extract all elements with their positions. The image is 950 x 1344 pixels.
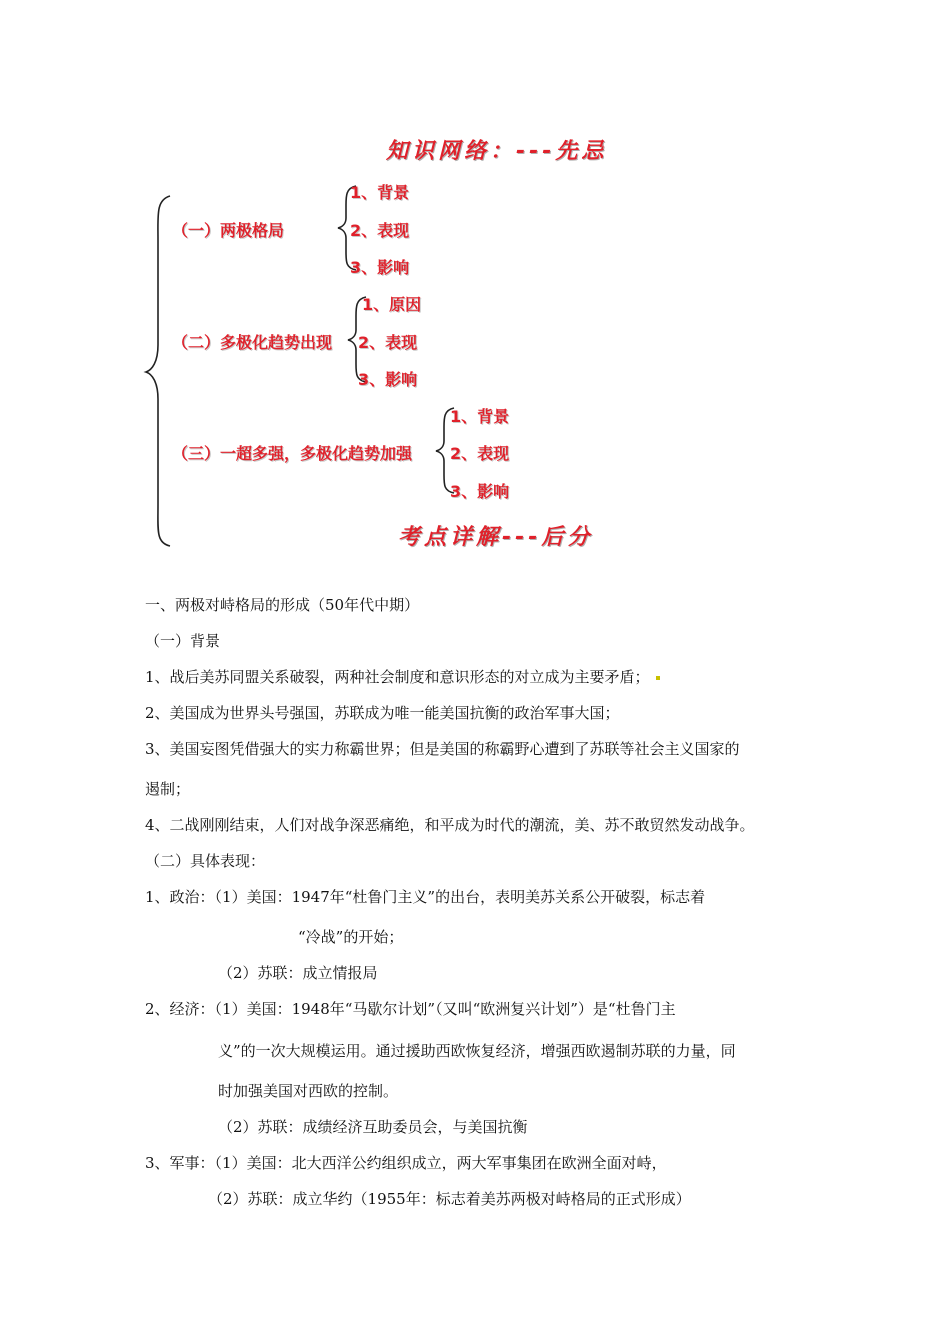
group1-label: （一）两极格局 [172,221,285,240]
exam-details-title: 考点详解---后分 [398,525,594,550]
group2-item: 3、影响 [358,370,418,389]
group3-label: （三）一超多强，多极化趋势加强 [172,444,413,463]
politics-line-cont: “冷战”的开始； [298,928,404,946]
knowledge-network-title: 知识网络：---先忌 [386,139,608,164]
subheading-background: （一）背景 [145,632,221,650]
mindmap-braces [0,0,950,600]
background-point [145,666,660,687]
background-point-text: 1、战后美苏同盟关系破裂，两种社会制度和意识形态的对立成为主要矛盾； [145,668,650,686]
highlight-mark [656,676,660,680]
politics-ussr: （2）苏联：成立情报局 [218,964,378,982]
background-point: 4、二战刚刚结束，人们对战争深恶痛绝，和平成为时代的潮流，美、苏不敢贸然发动战争。 [145,816,755,834]
group2-item: 2、表现 [358,333,418,352]
group3-item: 2、表现 [450,444,510,463]
politics-line: 1、政治：（1）美国：1947年“杜鲁门主义”的出台，表明美苏关系公开破裂，标志着 [145,888,706,906]
group3-item: 3、影响 [450,482,510,501]
subheading-manifestation: （二）具体表现： [145,852,266,870]
group1-item: 3、影响 [350,258,410,277]
economy-ussr: （2）苏联：成绩经济互助委员会，与美国抗衡 [218,1118,528,1136]
section-heading: 一、两极对峙格局的形成（50年代中期） [145,596,420,614]
main-brace [146,196,170,546]
group2-label: （二）多极化趋势出现 [172,333,333,352]
economy-line-cont: 义”的一次大规模运用。通过援助西欧恢复经济，增强西欧遏制苏联的力量，同 [218,1042,736,1060]
background-point: 2、美国成为世界头号强国，苏联成为唯一能美国抗衡的政治军事大国； [145,704,620,722]
military-line: 3、军事：（1）美国：北大西洋公约组织成立，两大军事集团在欧洲全面对峙， [145,1154,667,1172]
group1-item: 1、背景 [350,183,410,202]
background-point: 3、美国妄图凭借强大的实力称霸世界；但是美国的称霸野心遭到了苏联等社会主义国家的 [145,740,740,758]
economy-line: 2、经济：（1）美国：1948年“马歇尔计划”（又叫“欧洲复兴计划”）是“杜鲁门主 [145,1000,676,1018]
background-point-cont: 遏制； [145,780,191,798]
group2-item: 1、原因 [362,295,422,314]
group3-item: 1、背景 [450,407,510,426]
economy-line-cont: 时加强美国对西欧的控制。 [218,1082,399,1100]
group1-item: 2、表现 [350,221,410,240]
military-ussr: （2）苏联：成立华约（1955年：标志着美苏两极对峙格局的正式形成） [208,1190,691,1208]
